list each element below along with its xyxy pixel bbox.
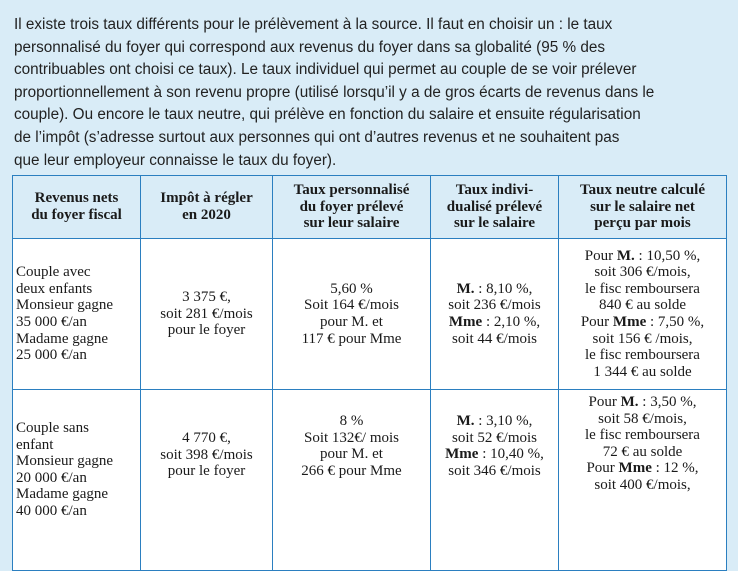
intro-line: contribuables ont choisi ce taux). Le taux individuel qui permet au couple de se voir prélever — [14, 61, 637, 79]
cell-revenus: Couple sans enfant Monsieur gagne 20 000 €/an Madame gagne 40 000 €/an — [13, 390, 141, 571]
cell-taux-personnalise: 5,60 % Soit 164 €/mois pour M. et 117 € pour Mme — [273, 239, 431, 390]
intro-line: Il existe trois taux différents pour le prélèvement à la source. Il faut en choisir un : le taux — [14, 16, 613, 33]
header-taux-individualise: Taux indivi- dualisé prélevé sur le salaire — [431, 176, 559, 239]
intro-line: que leur employeur connaisse le taux du foyer). — [14, 151, 337, 169]
title-band-cropped — [0, 0, 738, 8]
table-row — [13, 239, 727, 390]
cell-taux-individualise: M. : 3,10 %, soit 52 €/mois Mme : 10,40 %, soit 346 €/mois — [431, 390, 559, 571]
header-taux-neutre: Taux neutre calculé sur le salaire net perçu par mois — [559, 176, 727, 239]
header-taux-personnalise: Taux personnalisé du foyer prélevé sur leur salaire — [273, 176, 431, 239]
cell-taux-neutre: Pour M. : 3,50 %, soit 58 €/mois, le fisc remboursera 72 € au solde Pour Mme : 12 %, soit 400 €/mois, — [559, 390, 727, 571]
intro-line: personnalisé du foyer qui correspond aux revenus du foyer dans sa globalité (95 % des — [14, 38, 605, 56]
table-header-row — [13, 176, 727, 239]
intro-line: proportionnellement à son revenu propre (utilisé lorsqu’il y a de gros écarts de revenus dans le — [14, 83, 655, 101]
cell-taux-individualise: M. : 8,10 %, soit 236 €/mois Mme : 2,10 %, soit 44 €/mois — [431, 239, 559, 390]
cell-impot: 4 770 €, soit 398 €/mois pour le foyer — [141, 390, 273, 571]
cell-revenus: Couple avec deux enfants Monsieur gagne 35 000 €/an Madame gagne 25 000 €/an — [13, 239, 141, 390]
tax-rates-table — [12, 175, 727, 571]
cell-taux-neutre: Pour M. : 10,50 %, soit 306 €/mois, le fisc remboursera 840 € au solde Pour Mme : 7,50 %, soit 156 € /mois, le fisc remboursera 1 344 € au solde — [559, 239, 727, 390]
header-impot: Impôt à régler en 2020 — [141, 176, 273, 239]
table-row — [13, 390, 727, 571]
cell-impot: 3 375 €, soit 281 €/mois pour le foyer — [141, 239, 273, 390]
cell-taux-personnalise: 8 % Soit 132€/ mois pour M. et 266 € pour Mme — [273, 390, 431, 571]
intro-paragraph — [14, 14, 729, 172]
header-revenus: Revenus nets du foyer fiscal — [13, 176, 141, 239]
intro-line: couple). Ou encore le taux neutre, qui prélève en fonction du salaire et ensuite régularisation — [14, 106, 641, 124]
intro-line: de l’impôt (s’adresse surtout aux personnes qui ont d’autres revenus et ne souhaitent pas — [14, 128, 620, 146]
